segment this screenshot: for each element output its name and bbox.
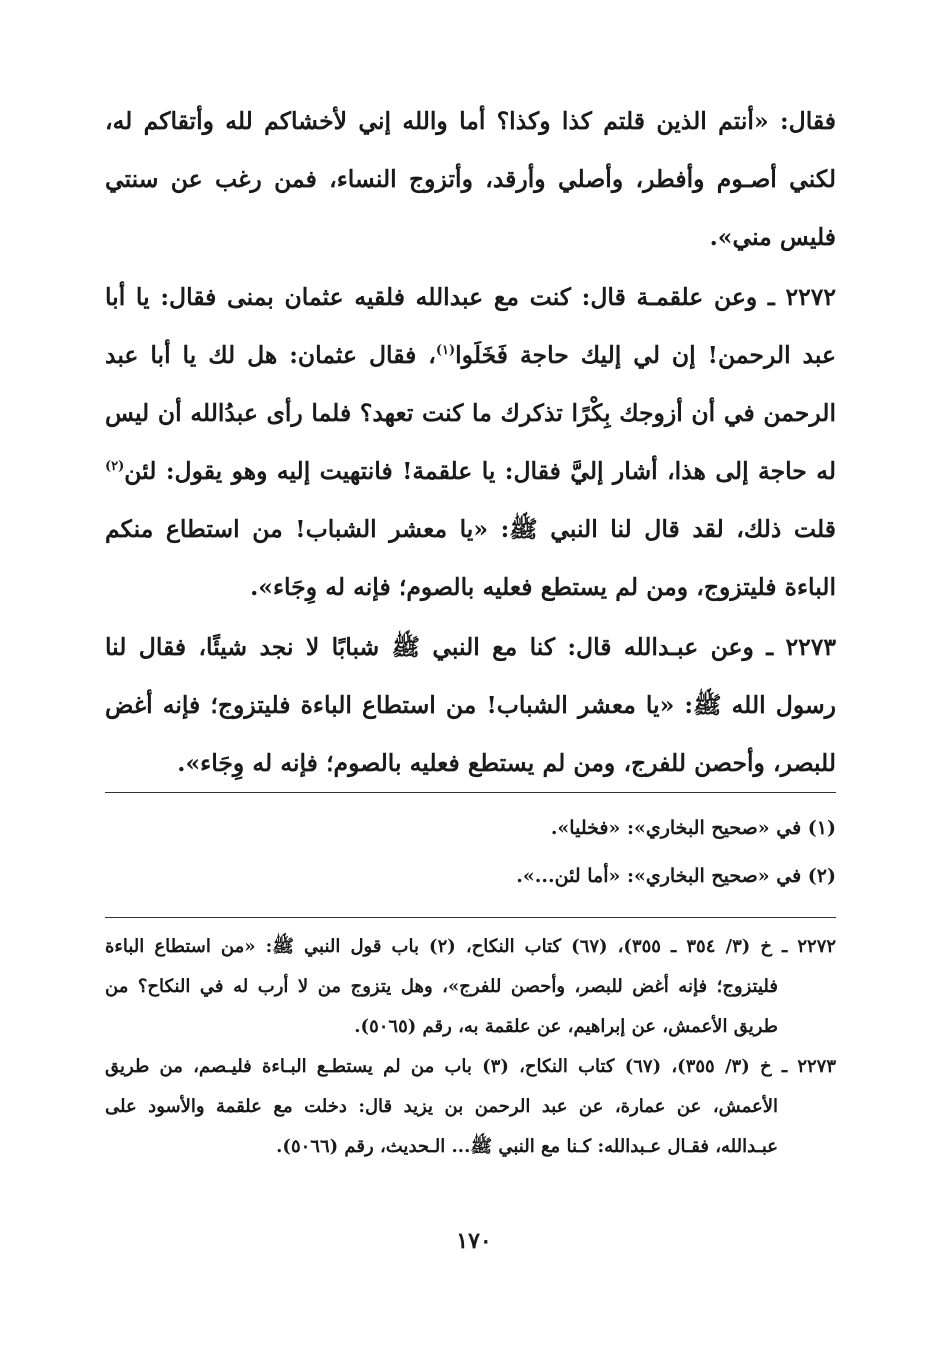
hadith-text: وعن عبـدالله قال: كنا مع النبي ﷺ شبابًا لا نجد شيئًا، فقال لنا رسول الله ﷺ: «يا معشر الشباب! من استطاع الباءة فليتزوج؛ فإنه أغض للبصر، وأحصن للفرج، ومن لم يستطع فعليه بالصوم؛ فإنه له وِجَاء». bbox=[105, 633, 836, 777]
takhrij-notes bbox=[105, 927, 836, 1167]
hadith-number: ٢٢٧٢ ـ bbox=[767, 283, 836, 311]
footnotes bbox=[105, 804, 836, 900]
hadith-continuation: فقال: «أنتم الذين قلتم كذا وكذا؟ أما والله إني لأخشاكم لله وأتقاكم له، لكني أصـوم وأفطر، وأصلي وأرقد، وأتزوج النساء، فمن رغب عن سنتي فليس مني». bbox=[105, 107, 836, 251]
takhrij-divider bbox=[105, 917, 836, 918]
hadith-2272 bbox=[105, 268, 836, 616]
page-number: ١٧٠ bbox=[456, 1228, 492, 1254]
hadith-text: وعن علقمـة قال: كنت مع عبدالله فلقيه عثمان بمنى فقال: يا أبا عبد الرحمن! إن لي إليك حاجة فَخَلَوا bbox=[105, 283, 837, 369]
hadith-text: قلت ذلك، لقد قال لنا النبي ﷺ: «يا معشر الشباب! من استطاع منكم الباءة فليتزوج، ومن لم يستطع فعليه بالصوم؛ فإنه له وِجَاء». bbox=[105, 515, 836, 601]
main-text bbox=[105, 92, 836, 792]
takhrij-2272: ٢٢٧٢ ـ خ (٣/ ٣٥٤ ـ ٣٥٥)، (٦٧) كتاب النكاح، (٢) باب قول النبي ﷺ: «من استطاع الباءة فليتزوج؛ فإنه أغض للبصر، وأحصن للفرج»، وهل يتزوج من لا أرب له في النكاح؟ من طريق الأعمش، عن إبراهيم، عن علقمة به، رقم (٥٠٦٥). bbox=[105, 936, 837, 1037]
hadith-text: ، فقال عثمان: هل لك يا أبا عبد الرحمن في أن أزوجك بِكْرًا تذكرك ما كنت تعهد؟ فلما رأى عبدُالله أن ليس له حاجة إلى هذا، أشار إليَّ فقال: يا علقمة! فانتهيت إليه وهو يقول: لئن bbox=[105, 341, 836, 485]
footnote-divider bbox=[105, 792, 836, 793]
takhrij-2273: ٢٢٧٣ ـ خ (٣/ ٣٥٥)، (٦٧) كتاب النكاح، (٣) باب من لم يستطـع البـاءة فليـصم، من طريق الأعمش، عن عمارة، عن عبد الرحمن بن يزيد قال: دخلت مع علقمة والأسود على عبـدالله، فقـال عـبدالله: كـنا مع النبي ﷺ... الـحديث، رقم (٥٠٦٦). bbox=[105, 1056, 836, 1157]
footnote-1: (١) في «صحيح البخاري»: «فخليا». bbox=[550, 817, 836, 839]
book-page bbox=[105, 92, 837, 1157]
footnote-ref[interactable]: (١) bbox=[435, 343, 456, 359]
footnote-2: (٢) في «صحيح البخاري»: «أما لئن...». bbox=[516, 865, 836, 887]
footnote-ref[interactable]: (٢) bbox=[105, 459, 125, 475]
hadith-number: ٢٢٧٣ ـ bbox=[766, 633, 836, 661]
hadith-2273 bbox=[105, 618, 836, 792]
